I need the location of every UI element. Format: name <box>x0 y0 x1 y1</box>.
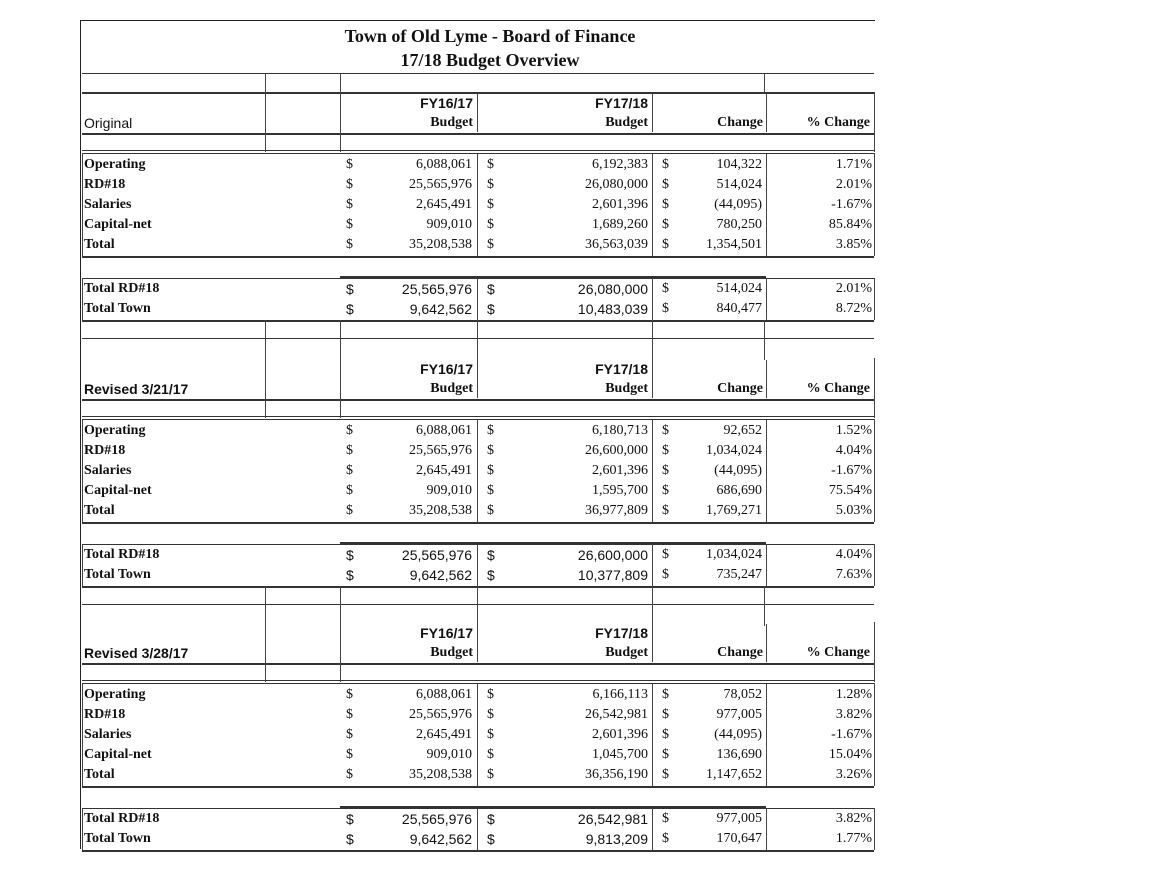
row-label: Capital-net <box>84 217 152 232</box>
total-fy1617: 9,642,562 <box>409 831 472 847</box>
column-divider <box>874 419 875 522</box>
dollar-sign: $ <box>487 443 494 458</box>
dollar-sign: $ <box>346 727 353 742</box>
total-row-label: Total RD#18 <box>84 811 160 826</box>
column-divider <box>874 278 875 320</box>
total-row-label: Total RD#18 <box>84 281 160 296</box>
row-divider <box>82 416 874 417</box>
column-divider <box>764 320 765 360</box>
dollar-sign: $ <box>662 767 669 782</box>
column-divider <box>82 153 83 256</box>
value-change: 1,354,501 <box>706 237 762 252</box>
value-fy1718: 2,601,396 <box>592 197 648 212</box>
dollar-sign: $ <box>662 483 669 498</box>
column-divider <box>874 153 875 256</box>
row-divider <box>82 586 874 588</box>
dollar-sign: $ <box>487 503 494 518</box>
column-divider <box>477 586 478 626</box>
dollar-sign: $ <box>662 157 669 172</box>
dollar-sign: $ <box>662 423 669 438</box>
dollar-sign: $ <box>487 707 494 722</box>
column-divider <box>340 92 341 152</box>
column-divider <box>874 683 875 786</box>
row-label: Salaries <box>84 727 132 742</box>
row-divider <box>82 808 874 809</box>
dollar-sign: $ <box>487 217 494 232</box>
total-change: 735,247 <box>716 567 762 582</box>
column-header-fy1617: FY16/17 <box>420 361 473 377</box>
column-divider <box>652 624 653 662</box>
dollar-sign: $ <box>487 423 494 438</box>
value-fy1617: 25,565,976 <box>409 707 472 722</box>
value-pct-change: 75.54% <box>828 483 872 498</box>
dollar-sign: $ <box>346 707 353 722</box>
row-divider <box>82 153 874 154</box>
column-divider <box>874 808 875 850</box>
row-divider <box>82 786 874 788</box>
value-pct-change: 1.28% <box>835 687 872 702</box>
value-fy1718: 2,601,396 <box>592 463 648 478</box>
row-divider <box>82 399 874 401</box>
row-label: Capital-net <box>84 747 152 762</box>
value-change: 780,250 <box>716 217 762 232</box>
value-pct-change: -1.67% <box>831 197 872 212</box>
value-fy1718: 6,166,113 <box>592 687 648 702</box>
value-change: 136,690 <box>716 747 762 762</box>
dollar-sign: $ <box>487 281 495 297</box>
total-row-label: Total Town <box>84 301 151 316</box>
row-divider <box>82 150 874 151</box>
dollar-sign: $ <box>346 217 353 232</box>
column-header-change: Change <box>717 115 763 130</box>
value-fy1617: 35,208,538 <box>409 237 472 252</box>
total-fy1718: 26,542,981 <box>577 811 648 827</box>
value-pct-change: 3.26% <box>835 767 872 782</box>
document-title: Town of Old Lyme - Board of Finance <box>344 26 636 46</box>
dollar-sign: $ <box>662 301 669 316</box>
dollar-sign: $ <box>662 443 669 458</box>
value-fy1718: 6,192,383 <box>592 157 648 172</box>
section-title: Original <box>84 115 133 131</box>
dollar-sign: $ <box>487 567 495 583</box>
dollar-sign: $ <box>346 483 353 498</box>
row-divider <box>82 92 874 94</box>
column-divider <box>652 320 653 360</box>
row-label: Total <box>84 767 115 782</box>
dollar-sign: $ <box>346 567 354 583</box>
value-fy1718: 26,080,000 <box>585 177 648 192</box>
column-divider <box>265 358 266 418</box>
dollar-sign: $ <box>487 747 494 762</box>
column-divider <box>652 420 653 522</box>
value-fy1718: 2,601,396 <box>592 727 648 742</box>
column-header-budget-1617: Budget <box>430 381 473 396</box>
dollar-sign: $ <box>346 463 353 478</box>
dollar-sign: $ <box>487 727 494 742</box>
column-divider <box>477 278 478 320</box>
dollar-sign: $ <box>487 811 495 827</box>
column-divider <box>652 586 653 626</box>
dollar-sign: $ <box>487 197 494 212</box>
column-divider <box>265 320 266 360</box>
value-change: (44,095) <box>714 463 762 478</box>
dollar-sign: $ <box>346 687 353 702</box>
dollar-sign: $ <box>662 281 669 296</box>
value-fy1718: 26,542,981 <box>585 707 648 722</box>
value-pct-change: 5.03% <box>835 503 872 518</box>
row-divider <box>82 278 874 279</box>
value-pct-change: 15.04% <box>828 747 872 762</box>
dollar-sign: $ <box>346 767 353 782</box>
column-divider <box>766 154 767 256</box>
dollar-sign: $ <box>346 443 353 458</box>
column-divider <box>766 684 767 786</box>
value-fy1718: 36,563,039 <box>585 237 648 252</box>
value-pct-change: 85.84% <box>828 217 872 232</box>
total-change: 977,005 <box>716 811 762 826</box>
value-fy1718: 26,600,000 <box>585 443 648 458</box>
row-label: RD#18 <box>84 707 126 722</box>
value-fy1617: 6,088,061 <box>416 157 472 172</box>
total-fy1617: 9,642,562 <box>409 567 472 583</box>
dollar-sign: $ <box>662 567 669 582</box>
dollar-sign: $ <box>662 707 669 722</box>
column-divider <box>766 808 767 850</box>
total-fy1617: 9,642,562 <box>409 301 472 317</box>
value-fy1718: 6,180,713 <box>592 423 648 438</box>
total-pct-change: 8.72% <box>835 301 872 316</box>
total-change: 1,034,024 <box>706 547 762 562</box>
dollar-sign: $ <box>662 727 669 742</box>
column-divider <box>265 586 266 626</box>
total-pct-change: 7.63% <box>835 567 872 582</box>
column-divider <box>874 544 875 586</box>
row-label: RD#18 <box>84 443 126 458</box>
column-header-pct-change: % Change <box>806 381 870 396</box>
total-fy1718: 26,080,000 <box>577 281 648 297</box>
total-pct-change: 4.04% <box>835 547 872 562</box>
row-divider <box>82 419 874 420</box>
column-header-budget-1617: Budget <box>430 115 473 130</box>
column-divider <box>82 278 83 320</box>
dollar-sign: $ <box>346 237 353 252</box>
value-fy1617: 2,645,491 <box>416 463 472 478</box>
value-fy1617: 25,565,976 <box>409 177 472 192</box>
column-divider <box>477 684 478 786</box>
value-change: (44,095) <box>714 727 762 742</box>
dollar-sign: $ <box>346 157 353 172</box>
value-pct-change: 1.71% <box>835 157 872 172</box>
value-pct-change: 1.52% <box>835 423 872 438</box>
column-header-change: Change <box>717 645 763 660</box>
row-label: Salaries <box>84 463 132 478</box>
dollar-sign: $ <box>662 811 669 826</box>
column-divider <box>766 94 767 132</box>
value-fy1617: 2,645,491 <box>416 727 472 742</box>
document-subtitle: 17/18 Budget Overview <box>400 50 580 70</box>
dollar-sign: $ <box>487 687 494 702</box>
dollar-sign: $ <box>662 177 669 192</box>
dollar-sign: $ <box>346 177 353 192</box>
column-divider <box>340 358 341 418</box>
value-change: 1,769,271 <box>706 503 762 518</box>
dollar-sign: $ <box>487 237 494 252</box>
value-fy1718: 1,595,700 <box>592 483 648 498</box>
column-divider <box>477 420 478 522</box>
row-divider <box>82 73 874 74</box>
column-header-budget-1617: Budget <box>430 645 473 660</box>
row-divider <box>82 663 874 665</box>
total-fy1617: 25,565,976 <box>401 547 472 563</box>
value-fy1718: 1,045,700 <box>592 747 648 762</box>
column-divider <box>766 360 767 398</box>
value-change: 1,034,024 <box>706 443 762 458</box>
section-title: Revised 3/28/17 <box>84 645 189 661</box>
row-divider <box>82 680 874 681</box>
column-header-budget-1718: Budget <box>605 115 648 130</box>
value-pct-change: 3.85% <box>835 237 872 252</box>
column-divider <box>766 544 767 586</box>
column-divider <box>265 73 266 92</box>
total-pct-change: 1.77% <box>835 831 872 846</box>
dollar-sign: $ <box>662 463 669 478</box>
column-divider <box>477 808 478 850</box>
column-divider <box>340 73 341 92</box>
total-change: 840,477 <box>716 301 762 316</box>
column-divider <box>477 320 478 360</box>
column-header-fy1617: FY16/17 <box>420 625 473 641</box>
column-divider <box>766 420 767 522</box>
dollar-sign: $ <box>662 503 669 518</box>
section-title: Revised 3/21/17 <box>84 381 189 397</box>
row-label: Total <box>84 237 115 252</box>
total-row-label: Total Town <box>84 567 151 582</box>
column-header-pct-change: % Change <box>806 645 870 660</box>
column-divider <box>477 360 478 398</box>
row-label: Operating <box>84 157 146 172</box>
column-divider <box>82 544 83 586</box>
row-divider <box>82 683 874 684</box>
column-divider <box>652 544 653 586</box>
column-divider <box>265 92 266 152</box>
dollar-sign: $ <box>346 831 354 847</box>
value-fy1617: 909,010 <box>426 483 472 498</box>
value-change: 92,652 <box>723 423 762 438</box>
dollar-sign: $ <box>346 423 353 438</box>
dollar-sign: $ <box>662 747 669 762</box>
dollar-sign: $ <box>487 767 494 782</box>
column-divider <box>652 278 653 320</box>
value-fy1617: 909,010 <box>426 217 472 232</box>
value-fy1718: 36,356,190 <box>585 767 648 782</box>
column-header-budget-1718: Budget <box>605 645 648 660</box>
value-pct-change: -1.67% <box>831 463 872 478</box>
total-change: 514,024 <box>716 281 762 296</box>
total-fy1718: 26,600,000 <box>577 547 648 563</box>
dollar-sign: $ <box>346 503 353 518</box>
total-pct-change: 3.82% <box>835 811 872 826</box>
total-row-label: Total RD#18 <box>84 547 160 562</box>
column-header-fy1718: FY17/18 <box>595 95 648 111</box>
row-label: Operating <box>84 687 146 702</box>
column-header-change: Change <box>717 381 763 396</box>
dollar-sign: $ <box>487 177 494 192</box>
value-fy1718: 1,689,260 <box>592 217 648 232</box>
dollar-sign: $ <box>487 463 494 478</box>
row-label: RD#18 <box>84 177 126 192</box>
row-divider <box>82 522 874 524</box>
row-divider <box>82 256 874 258</box>
column-divider <box>477 94 478 132</box>
column-divider <box>340 622 341 682</box>
dollar-sign: $ <box>346 281 354 297</box>
column-divider <box>766 278 767 320</box>
value-change: 1,147,652 <box>706 767 762 782</box>
dollar-sign: $ <box>662 217 669 232</box>
row-divider <box>82 320 874 322</box>
dollar-sign: $ <box>487 831 495 847</box>
total-pct-change: 2.01% <box>835 281 872 296</box>
value-change: 104,322 <box>716 157 762 172</box>
value-pct-change: 3.82% <box>835 707 872 722</box>
value-change: (44,095) <box>714 197 762 212</box>
dollar-sign: $ <box>662 197 669 212</box>
row-label: Operating <box>84 423 146 438</box>
column-divider <box>477 624 478 662</box>
column-header-pct-change: % Change <box>806 115 870 130</box>
dollar-sign: $ <box>487 483 494 498</box>
value-fy1617: 35,208,538 <box>409 503 472 518</box>
value-pct-change: -1.67% <box>831 727 872 742</box>
dollar-sign: $ <box>346 301 354 317</box>
total-fy1718: 10,483,039 <box>577 301 648 317</box>
total-fy1718: 9,813,209 <box>585 831 648 847</box>
row-label: Total <box>84 503 115 518</box>
value-fy1617: 6,088,061 <box>416 687 472 702</box>
column-divider <box>477 154 478 256</box>
value-fy1617: 2,645,491 <box>416 197 472 212</box>
column-divider <box>652 808 653 850</box>
row-divider <box>82 544 874 545</box>
dollar-sign: $ <box>662 831 669 846</box>
column-divider <box>477 544 478 586</box>
column-divider <box>340 586 341 626</box>
dollar-sign: $ <box>662 547 669 562</box>
value-change: 514,024 <box>716 177 762 192</box>
row-label: Capital-net <box>84 483 152 498</box>
column-header-budget-1718: Budget <box>605 381 648 396</box>
dollar-sign: $ <box>346 811 354 827</box>
dollar-sign: $ <box>662 687 669 702</box>
total-fy1617: 25,565,976 <box>401 811 472 827</box>
column-divider <box>82 808 83 850</box>
dollar-sign: $ <box>346 547 354 563</box>
value-fy1617: 6,088,061 <box>416 423 472 438</box>
column-header-fy1617: FY16/17 <box>420 95 473 111</box>
column-header-fy1718: FY17/18 <box>595 361 648 377</box>
total-change: 170,647 <box>716 831 762 846</box>
column-divider <box>82 683 83 786</box>
column-divider <box>652 94 653 132</box>
dollar-sign: $ <box>662 237 669 252</box>
dollar-sign: $ <box>487 157 494 172</box>
column-divider <box>265 622 266 682</box>
row-divider <box>82 604 874 605</box>
value-pct-change: 2.01% <box>835 177 872 192</box>
value-change: 686,690 <box>716 483 762 498</box>
column-header-fy1718: FY17/18 <box>595 625 648 641</box>
column-divider <box>652 154 653 256</box>
total-row-label: Total Town <box>84 831 151 846</box>
value-change: 78,052 <box>723 687 762 702</box>
row-divider <box>82 850 874 852</box>
dollar-sign: $ <box>346 747 353 762</box>
value-fy1617: 909,010 <box>426 747 472 762</box>
column-divider <box>874 622 875 682</box>
value-fy1718: 36,977,809 <box>585 503 648 518</box>
dollar-sign: $ <box>346 197 353 212</box>
column-divider <box>82 419 83 522</box>
row-divider <box>82 338 874 339</box>
row-divider <box>82 133 874 135</box>
column-divider <box>652 360 653 398</box>
total-fy1617: 25,565,976 <box>401 281 472 297</box>
column-divider <box>764 586 765 626</box>
value-change: 977,005 <box>716 707 762 722</box>
row-label: Salaries <box>84 197 132 212</box>
column-divider <box>340 320 341 360</box>
dollar-sign: $ <box>487 301 495 317</box>
value-pct-change: 4.04% <box>835 443 872 458</box>
column-divider <box>764 73 765 92</box>
column-divider <box>874 358 875 418</box>
column-divider <box>874 92 875 152</box>
column-divider <box>652 684 653 786</box>
dollar-sign: $ <box>487 547 495 563</box>
value-fy1617: 35,208,538 <box>409 767 472 782</box>
total-fy1718: 10,377,809 <box>577 567 648 583</box>
column-divider <box>766 624 767 662</box>
value-fy1617: 25,565,976 <box>409 443 472 458</box>
